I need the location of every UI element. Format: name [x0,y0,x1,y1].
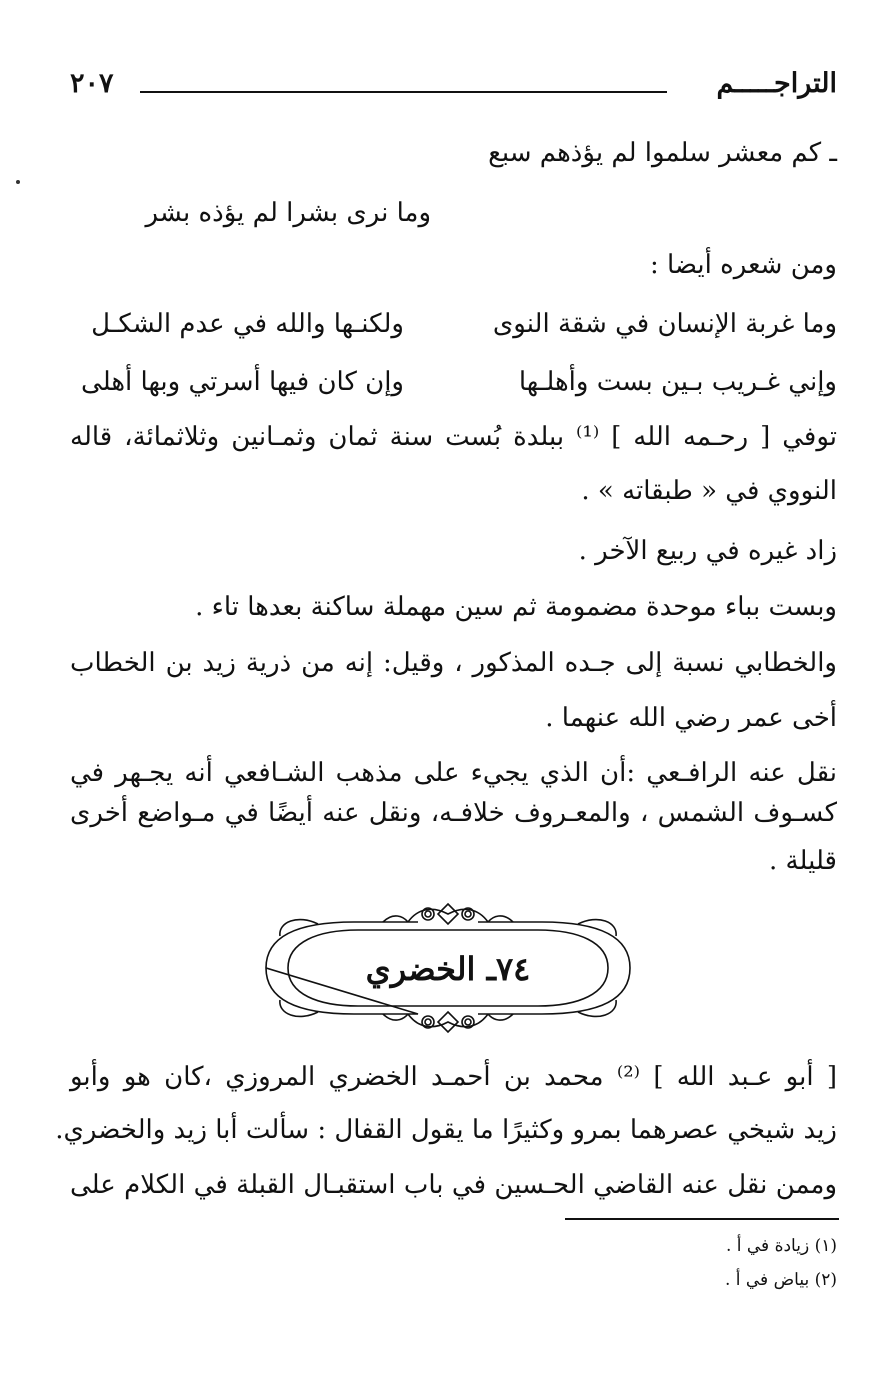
added-line: زاد غيره في ربيع الآخر . [578,536,837,566]
footnote-rule [565,1218,839,1220]
running-title: التراجـــــم [716,68,837,99]
death-line-1: توفي [ رحـمه الله ] ⁽¹⁾ ببلدة بُست سنة ثمان وثمـانين وثلاثمائة، قاله [70,422,837,452]
entry-line-2: زيد شيخي عصرهما بمرو وكثيرًا ما يقول القفال : سألت أبا زيد والخضري. [55,1115,837,1145]
rafii-line-3: قليلة . [769,846,837,876]
entry-title-cartouche [258,900,638,1036]
khattabi-line-1: والخطابي نسبة إلى جـده المذكور ، وقيل: إنه من ذرية زيد بن الخطاب [70,648,837,678]
entry-line-3: وممن نقل عنه القاضي الحـسين في باب استقبـال القبلة في الكلام على [70,1170,837,1200]
khattabi-line-2: أخى عمر رضي الله عنهما . [545,703,837,733]
entry-title: ٧٤ـ الخضري [365,950,531,988]
verse-3-right: وإني غـريب بـين بست وأهلـها [518,367,837,397]
verse-1-hemistich-2: وما نرى بشرا لم يؤذه بشر [145,198,431,228]
page-header [70,66,837,110]
footnote-2: (٢) بياض في أ . [724,1270,837,1290]
verse-2-right: وما غربة الإنسان في شقة النوى [492,309,837,339]
margin-speck [16,180,20,184]
rafii-line-2: كسـوف الشمس ، والمعـروف خلافـه، ونقل عنه أيضًا في مـواضع أخرى [70,798,837,828]
entry-line-1: [ أبو عـبد الله ] ⁽²⁾ محمد بن أحمـد الخضري المروزي ،كان هو وأبو [70,1062,837,1092]
header-rule [140,91,667,93]
death-line-2: النووي في « طبقاته » . [581,476,837,506]
verse-3-left: وإن كان فيها أسرتي وبها أهلى [81,367,404,397]
verse-2-left: ولكنـها والله في عدم الشكـل [91,309,404,339]
intro-line: ومن شعره أيضا : [649,250,837,280]
rafii-line-1: نقل عنه الرافـعي :أن الذي يجيء على مذهب الشـافعي أنه يجـهر في [70,758,837,788]
footnote-1: (١) زيادة في أ . [725,1236,837,1256]
bust-line: وبست بباء موحدة مضمومة ثم سين مهملة ساكنة بعدها تاء . [195,592,837,622]
page-number: ٢٠٧ [70,68,114,99]
verse-1-hemistich-1: ـ كم معشر سلموا لم يؤذهم سبع [488,138,837,168]
